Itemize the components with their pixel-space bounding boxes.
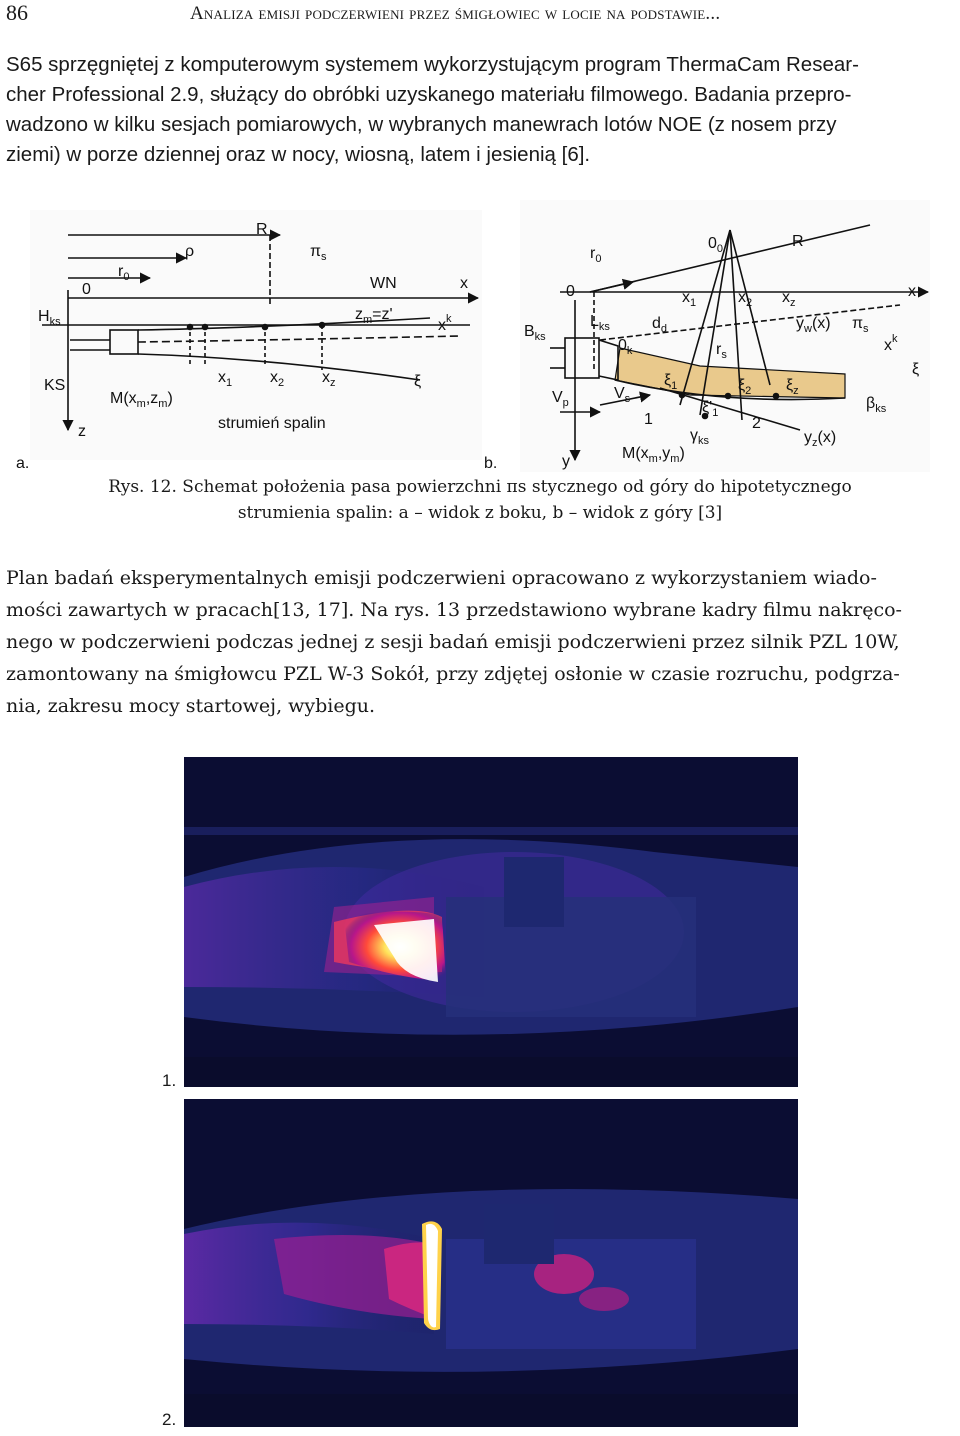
intro-paragraph xyxy=(6,50,956,170)
text-line: Plan badań eksperymentalnych emisji podczerwieni opracowano z wykorzystaniem wiado- xyxy=(6,567,877,589)
diagram-top-view xyxy=(520,200,930,472)
label-b-xi2: $\xi_2$ xyxy=(738,377,752,397)
text-line: cher Professional 2.9, służący do obróbki uzyskanego materiału filmowego. Badania przepro- xyxy=(6,83,852,106)
label-R: R xyxy=(256,221,268,238)
label-b-xz: $x_z$ xyxy=(782,289,796,309)
label-KS: KS xyxy=(44,377,66,394)
label-x2: $x_2$ xyxy=(270,369,285,389)
page-number: 86 xyxy=(6,0,28,25)
text-line: nia, zakresu mocy startowej, wybiegu. xyxy=(6,695,376,717)
label-b-pi-s: $\pi_s$ xyxy=(852,315,869,335)
figure-12-diagrams xyxy=(0,190,960,480)
text-line: wadzono w kilku sesjach pomiarowych, w wybranych manewrach lotów NOE (z nosem przy xyxy=(6,113,837,136)
label-b-dd: $d_d$ xyxy=(652,315,668,335)
text-line: mości zawartych w pracach[13, 17]. Na rys. 13 przedstawiono wybrane kadry filmu nakręco- xyxy=(6,599,902,621)
label-rho: ρ xyxy=(185,243,195,260)
label-z: z xyxy=(78,423,86,440)
label-r0: $r_0$ xyxy=(118,263,130,283)
label-xi: ξ xyxy=(414,373,422,390)
label-b-origin: 0 xyxy=(566,283,575,300)
panel-b-label: b. xyxy=(484,455,498,472)
text-line: S65 sprzęgniętej z komputerowym systemem wykorzystującym program ThermaCam Resear- xyxy=(6,53,859,76)
label-b-y: y xyxy=(562,453,570,470)
label-b-R: R xyxy=(792,233,804,250)
label-b-xi1p: $\xi'_1$ xyxy=(702,399,719,419)
label-WN: WN xyxy=(370,275,397,292)
label-xk: $x^k$ xyxy=(438,313,452,334)
label-b-beta: $\beta_{ks}$ xyxy=(866,395,887,415)
page-header xyxy=(6,0,956,30)
label-b-xi: ξ xyxy=(912,361,920,378)
label-b-xiz: $\xi_z$ xyxy=(786,377,799,397)
caption-line: strumienia spalin: a – widok z boku, b – widok z góry [3] xyxy=(237,503,723,523)
thermal-image-2 xyxy=(184,1099,798,1427)
text-line: zamontowany na śmigłowcu PZL W-3 Sokół, przy zdjętej osłonie w czasie rozruchu, podgrza- xyxy=(6,663,900,685)
text-line: ziemi) w porze dziennej oraz w nocy, wiosną, latem i jesienią [6]. xyxy=(6,143,591,166)
label-origin: 0 xyxy=(82,281,91,298)
label-zm: $z_m=z'$ xyxy=(355,306,393,326)
thermal-image-1 xyxy=(184,757,798,1087)
label-b-x2: $x_2$ xyxy=(738,289,753,309)
main-paragraph xyxy=(6,562,956,722)
label-b-Vp: $V_p$ xyxy=(552,389,569,409)
figure-12-caption xyxy=(0,474,960,526)
thermal-image-1-render xyxy=(184,757,798,1087)
thermal-image-2-label: 2. xyxy=(162,1410,177,1429)
label-b-yz: $y_z(x)$ xyxy=(804,429,837,449)
label-b-gamma: $\gamma_{ks}$ xyxy=(690,427,709,447)
figure-12 xyxy=(0,190,960,480)
label-b-n1: 1 xyxy=(644,411,653,428)
text-line: nego w podczerwieni podczas jednej z sesji badań emisji podczerwieni przez silnik PZL 10W, xyxy=(6,631,900,653)
label-b-yw: $y_w(x)$ xyxy=(796,315,831,335)
running-title: Analiza emisji podczerwieni przez śmigłowiec w locie na podstawie... xyxy=(190,3,721,24)
label-b-xk: $x^k$ xyxy=(884,333,898,354)
label-pi-s: $\pi_s$ xyxy=(310,243,327,263)
thermal-image-2-render xyxy=(184,1099,798,1427)
label-b-Vs: $V_s$ xyxy=(614,385,631,405)
label-x: x xyxy=(460,275,468,292)
label-b-o0: $0_0$ xyxy=(708,235,724,255)
label-b-Bks: $B_{ks}$ xyxy=(524,323,546,343)
label-b-x: x xyxy=(908,283,916,300)
label-b-n2: 2 xyxy=(752,415,761,432)
label-b-xi1: $\xi_1$ xyxy=(664,372,678,392)
label-xz: $x_z$ xyxy=(322,369,336,389)
label-stream: strumień spalin xyxy=(218,415,326,432)
label-b-r0: $r_0$ xyxy=(590,245,602,265)
caption-line: Rys. 12. Schemat położenia pasa powierzchni πs stycznego od góry do hipotetycznego xyxy=(108,477,852,497)
label-b-x1: $x_1$ xyxy=(682,289,697,309)
label-b-rs: $r_s$ xyxy=(716,341,727,361)
thermal-image-1-label: 1. xyxy=(162,1071,177,1090)
panel-a-label: a. xyxy=(16,455,30,472)
label-b-ok: $0_k$ xyxy=(618,337,633,357)
label-b-M: $M(x_m,y_m)$ xyxy=(622,445,685,465)
label-b-Lks: $L_{ks}$ xyxy=(590,313,610,333)
label-M: $M(x_m,z_m)$ xyxy=(110,390,173,410)
label-Hks: $H_{ks}$ xyxy=(38,308,61,328)
label-x1: $x_1$ xyxy=(218,369,233,389)
